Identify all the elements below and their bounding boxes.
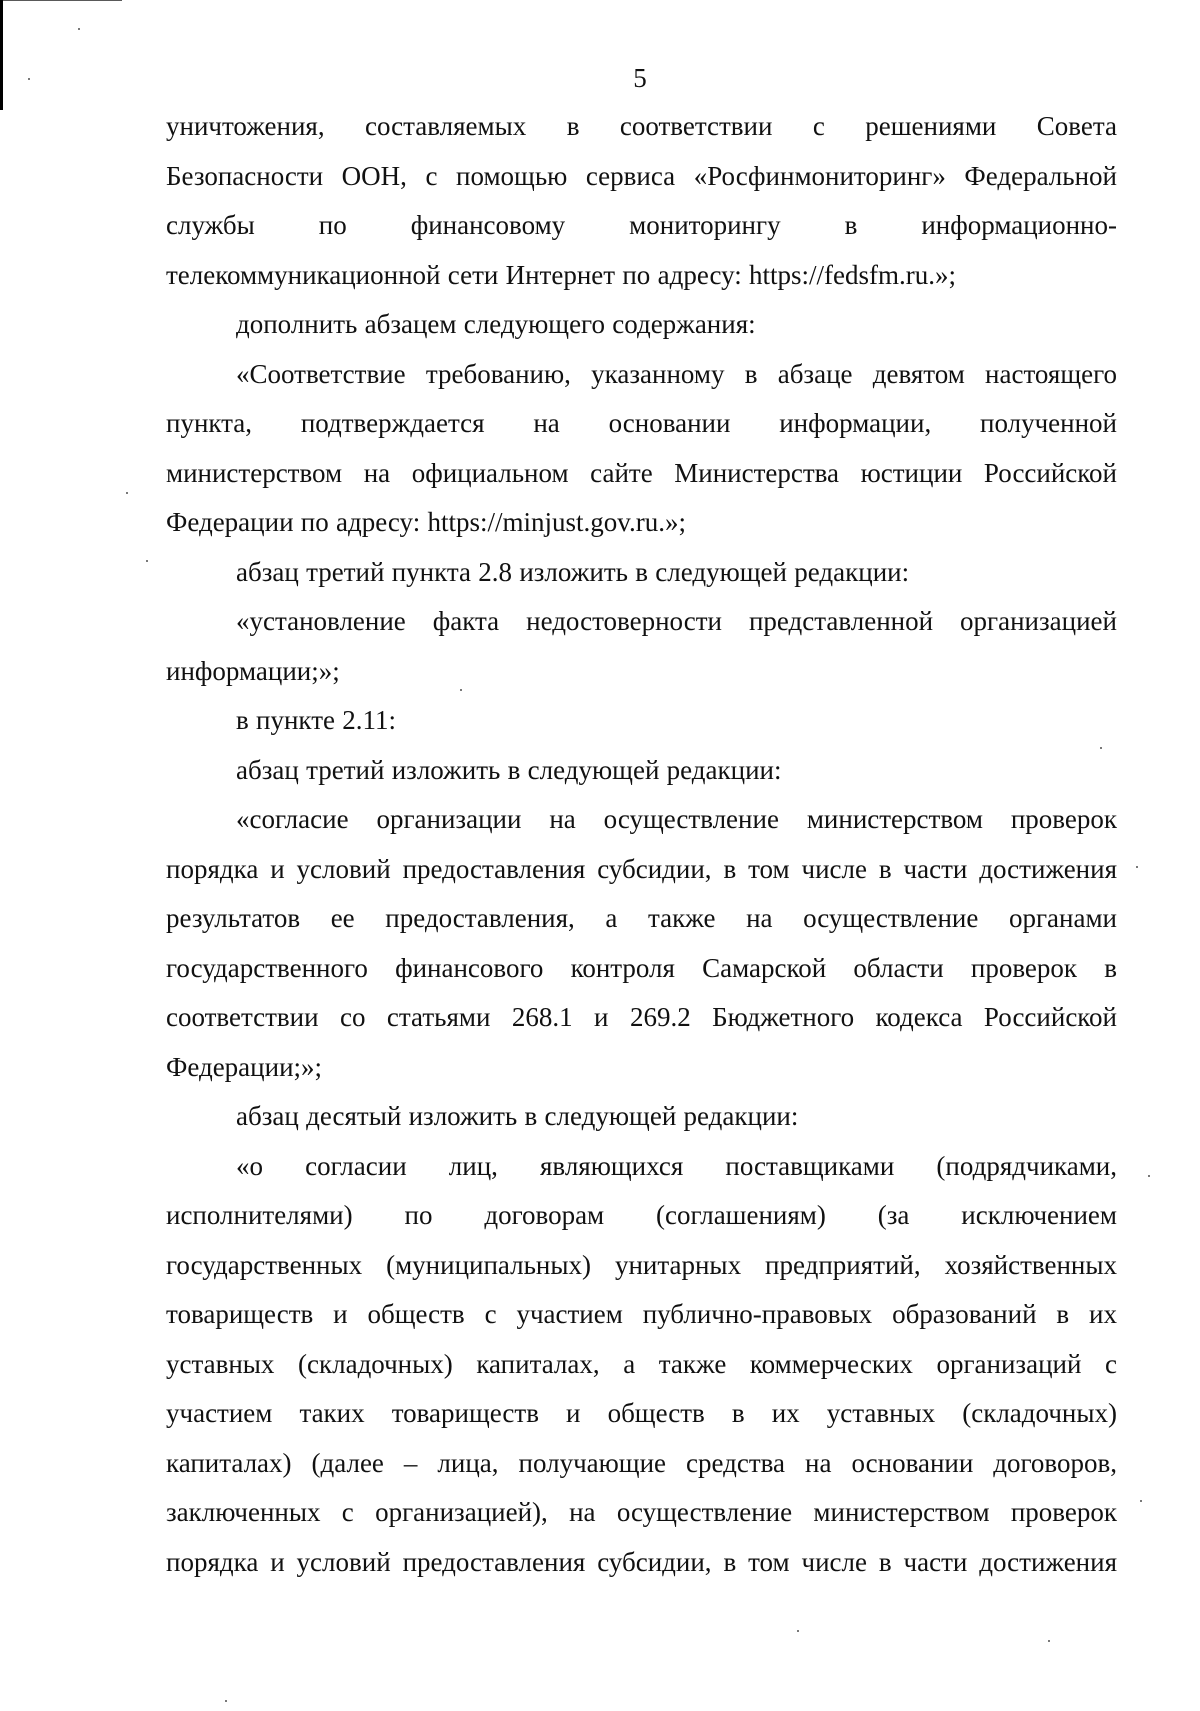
scan-speck — [126, 492, 128, 494]
paragraph — [166, 1092, 1117, 1142]
text-line: заключенных с организацией), на осуществление министерством проверок — [166, 1497, 1117, 1527]
paragraph — [166, 102, 1117, 300]
scan-speck — [1140, 1500, 1142, 1502]
scan-top-edge-mark — [0, 0, 122, 1]
paragraph — [166, 350, 1117, 548]
document-body — [166, 102, 1117, 1587]
text-line: уничтожения, составляемых в соответствии с решениями Совета — [166, 111, 1117, 141]
text-line: исполнителями) по договорам (соглашениям) (за исключением — [166, 1200, 1117, 1230]
text-line: абзац третий изложить в следующей редакции: — [236, 754, 782, 785]
text-line: телекоммуникационной сети Интернет по адресу: https://fedsfm.ru.»; — [166, 259, 957, 290]
paragraph — [166, 1142, 1117, 1588]
paragraph — [166, 746, 1117, 796]
scan-speck — [1100, 747, 1102, 749]
scan-speck — [1136, 866, 1138, 868]
text-line: информации;»; — [166, 655, 340, 686]
paragraph — [166, 696, 1117, 746]
paragraph — [166, 300, 1117, 350]
scan-speck — [78, 28, 80, 30]
text-line: «установление факта недостоверности представленной организацией — [236, 606, 1117, 636]
text-line: дополнить абзацем следующего содержания: — [236, 309, 756, 339]
text-line: результатов ее предоставления, а также на осуществление органами — [166, 903, 1117, 933]
scan-speck — [28, 78, 30, 80]
text-line: «согласие организации на осуществление министерством проверок — [236, 804, 1117, 834]
paragraph — [166, 597, 1117, 696]
text-line: Безопасности ООН, с помощью сервиса «Росфинмониторинг» Федеральной — [166, 160, 1117, 191]
paragraph — [166, 548, 1117, 598]
text-line: товариществ и обществ с участием публично-правовых образований в их — [166, 1299, 1117, 1329]
text-line: «о согласии лиц, являющихся поставщиками (подрядчиками, — [236, 1150, 1117, 1181]
text-line: порядка и условий предоставления субсидии, в том числе в части достижения — [166, 853, 1117, 884]
paragraph — [166, 795, 1117, 1092]
text-line: соответствии со статьями 268.1 и 269.2 Бюджетного кодекса Российской — [166, 1002, 1117, 1032]
text-line: Федерации по адресу: https://minjust.gov.ru.»; — [166, 507, 686, 537]
text-line: государственных (муниципальных) унитарных предприятий, хозяйственных — [166, 1249, 1117, 1280]
scan-speck — [1048, 1640, 1050, 1642]
scan-speck — [146, 560, 148, 562]
text-line: министерством на официальном сайте Министерства юстиции Российской — [166, 457, 1117, 488]
text-line: Федерации;»; — [166, 1051, 323, 1082]
text-line: участием таких товариществ и обществ в их уставных (складочных) — [166, 1398, 1117, 1428]
scan-speck — [797, 1630, 799, 1632]
scan-speck — [225, 1700, 227, 1702]
text-line: абзац третий пункта 2.8 изложить в следующей редакции: — [236, 556, 910, 587]
text-line: государственного финансового контроля Самарской области проверок в — [166, 952, 1117, 983]
text-line: капиталах) (далее – лица, получающие средства на основании договоров, — [166, 1447, 1117, 1478]
text-line: порядка и условий предоставления субсидии, в том числе в части достижения — [166, 1546, 1117, 1577]
scan-speck — [460, 689, 462, 691]
page-number: 5 — [633, 63, 647, 93]
text-line: абзац десятый изложить в следующей редакции: — [236, 1101, 799, 1131]
text-line: уставных (складочных) капиталах, а также коммерческих организаций с — [166, 1348, 1117, 1379]
text-line: «Соответствие требованию, указанному в абзаце девятом настоящего — [236, 358, 1117, 389]
text-line: службы по финансовому мониторингу в информационно- — [166, 210, 1117, 240]
text-line: в пункте 2.11: — [236, 705, 397, 735]
text-line: пункта, подтверждается на основании информации, полученной — [166, 408, 1117, 438]
scan-speck — [1148, 1175, 1150, 1177]
